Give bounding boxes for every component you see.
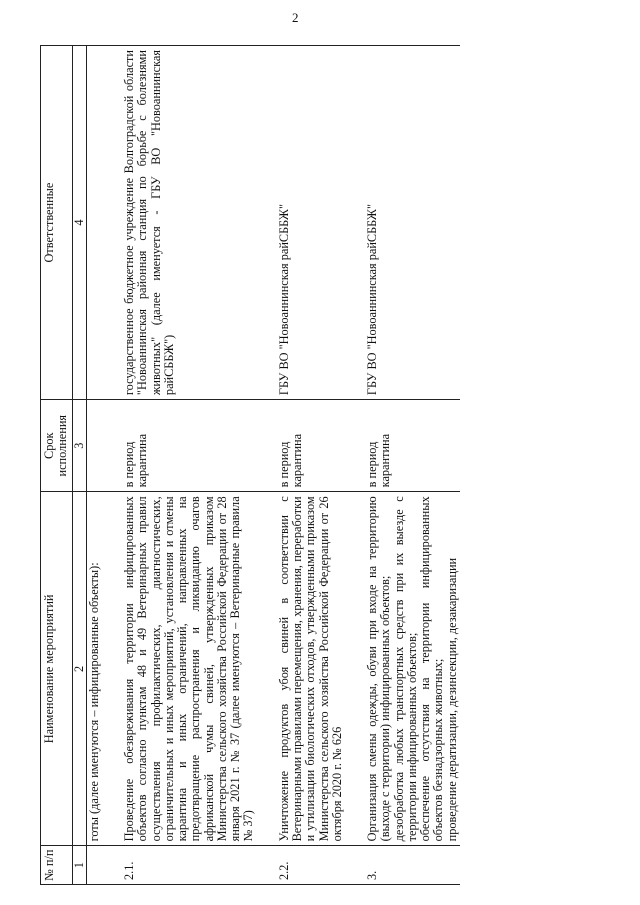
col-number-1: 1: [72, 846, 86, 885]
row-term: в период карантина: [277, 400, 345, 492]
table-row: [122, 46, 257, 885]
intro-row: [86, 46, 102, 885]
measure-line: Организация смены одежды, обуви при входе на территорию (выходе с территории) инфицированных объектов;: [365, 496, 393, 842]
rotated-table-container: [40, 5, 600, 885]
measure-line: проведение дератизации, дезинсекции, дезакаризации: [444, 557, 459, 842]
row-number: 3.: [365, 846, 460, 885]
row-term: в период карантина: [365, 400, 460, 492]
intro-text: готы (далее именуются – инфицированные объекты):: [86, 492, 102, 846]
measure-line: обеспечение отсутствия на территории инфицированных объектов безнадзорных животных;: [418, 496, 446, 842]
row-term: в период карантина: [122, 400, 257, 492]
measures-table: [40, 45, 460, 885]
row-measure: Проведение обезвреживания территории инфицированных объектов согласно пунктам 48 и 49 Ветеринарных правил осуществления профилактических, диагностических, ограничительных и иных мероприятий, установления и отмены карантина и иных ограничений, направленных на предотвращение распространения и ликвидацию очагов африканской чумы свиней, утвержденных приказом Министерства сельского хозяйства Российской Федерации от 28 января 2021 г. № 37 (далее именуются – Ветеринарные правила № 37): [122, 492, 257, 846]
row-responsible: ГБУ ВО "Новоаннинская райСББЖ": [365, 46, 460, 400]
header-num: № п/п: [41, 846, 73, 885]
col-number-4: 4: [72, 46, 86, 400]
measure-line: дезобработка любых транспортных средств при их выезде с территории инфицированных объектов;: [391, 496, 419, 842]
table-row: [277, 46, 345, 885]
row-responsible: государственное бюджетное учреждение Волгоградской области "Новоаннинская районная станция по борьбе с болезнями животных" (далее именуется - ГБУ ВО "Новоаннинская райСББЖ"): [122, 46, 257, 400]
col-number-2: 2: [72, 492, 86, 846]
header-measure: Наименование мероприятий: [41, 492, 73, 846]
row-measure: Уничтожение продуктов убоя свиней в соответствии с Ветеринарными правилами перемещения, хранения, переработки и утилизации биологических отходов, утвержденными приказом Министерства сельского хозяйства Российской Федерации от 26 октября 2020 г. № 626: [277, 492, 345, 846]
row-measure: [365, 492, 460, 846]
table-row: [365, 46, 460, 885]
column-numbers-row: [72, 46, 86, 885]
header-row: [41, 46, 73, 885]
page-number: 2: [292, 10, 299, 25]
header-term: Срок исполнения: [41, 400, 73, 492]
row-responsible: ГБУ ВО "Новоаннинская райСББЖ": [277, 46, 345, 400]
col-number-3: 3: [72, 400, 86, 492]
header-responsible: Ответственные: [41, 46, 73, 400]
row-number: 2.1.: [122, 846, 257, 885]
row-number: 2.2.: [277, 846, 345, 885]
